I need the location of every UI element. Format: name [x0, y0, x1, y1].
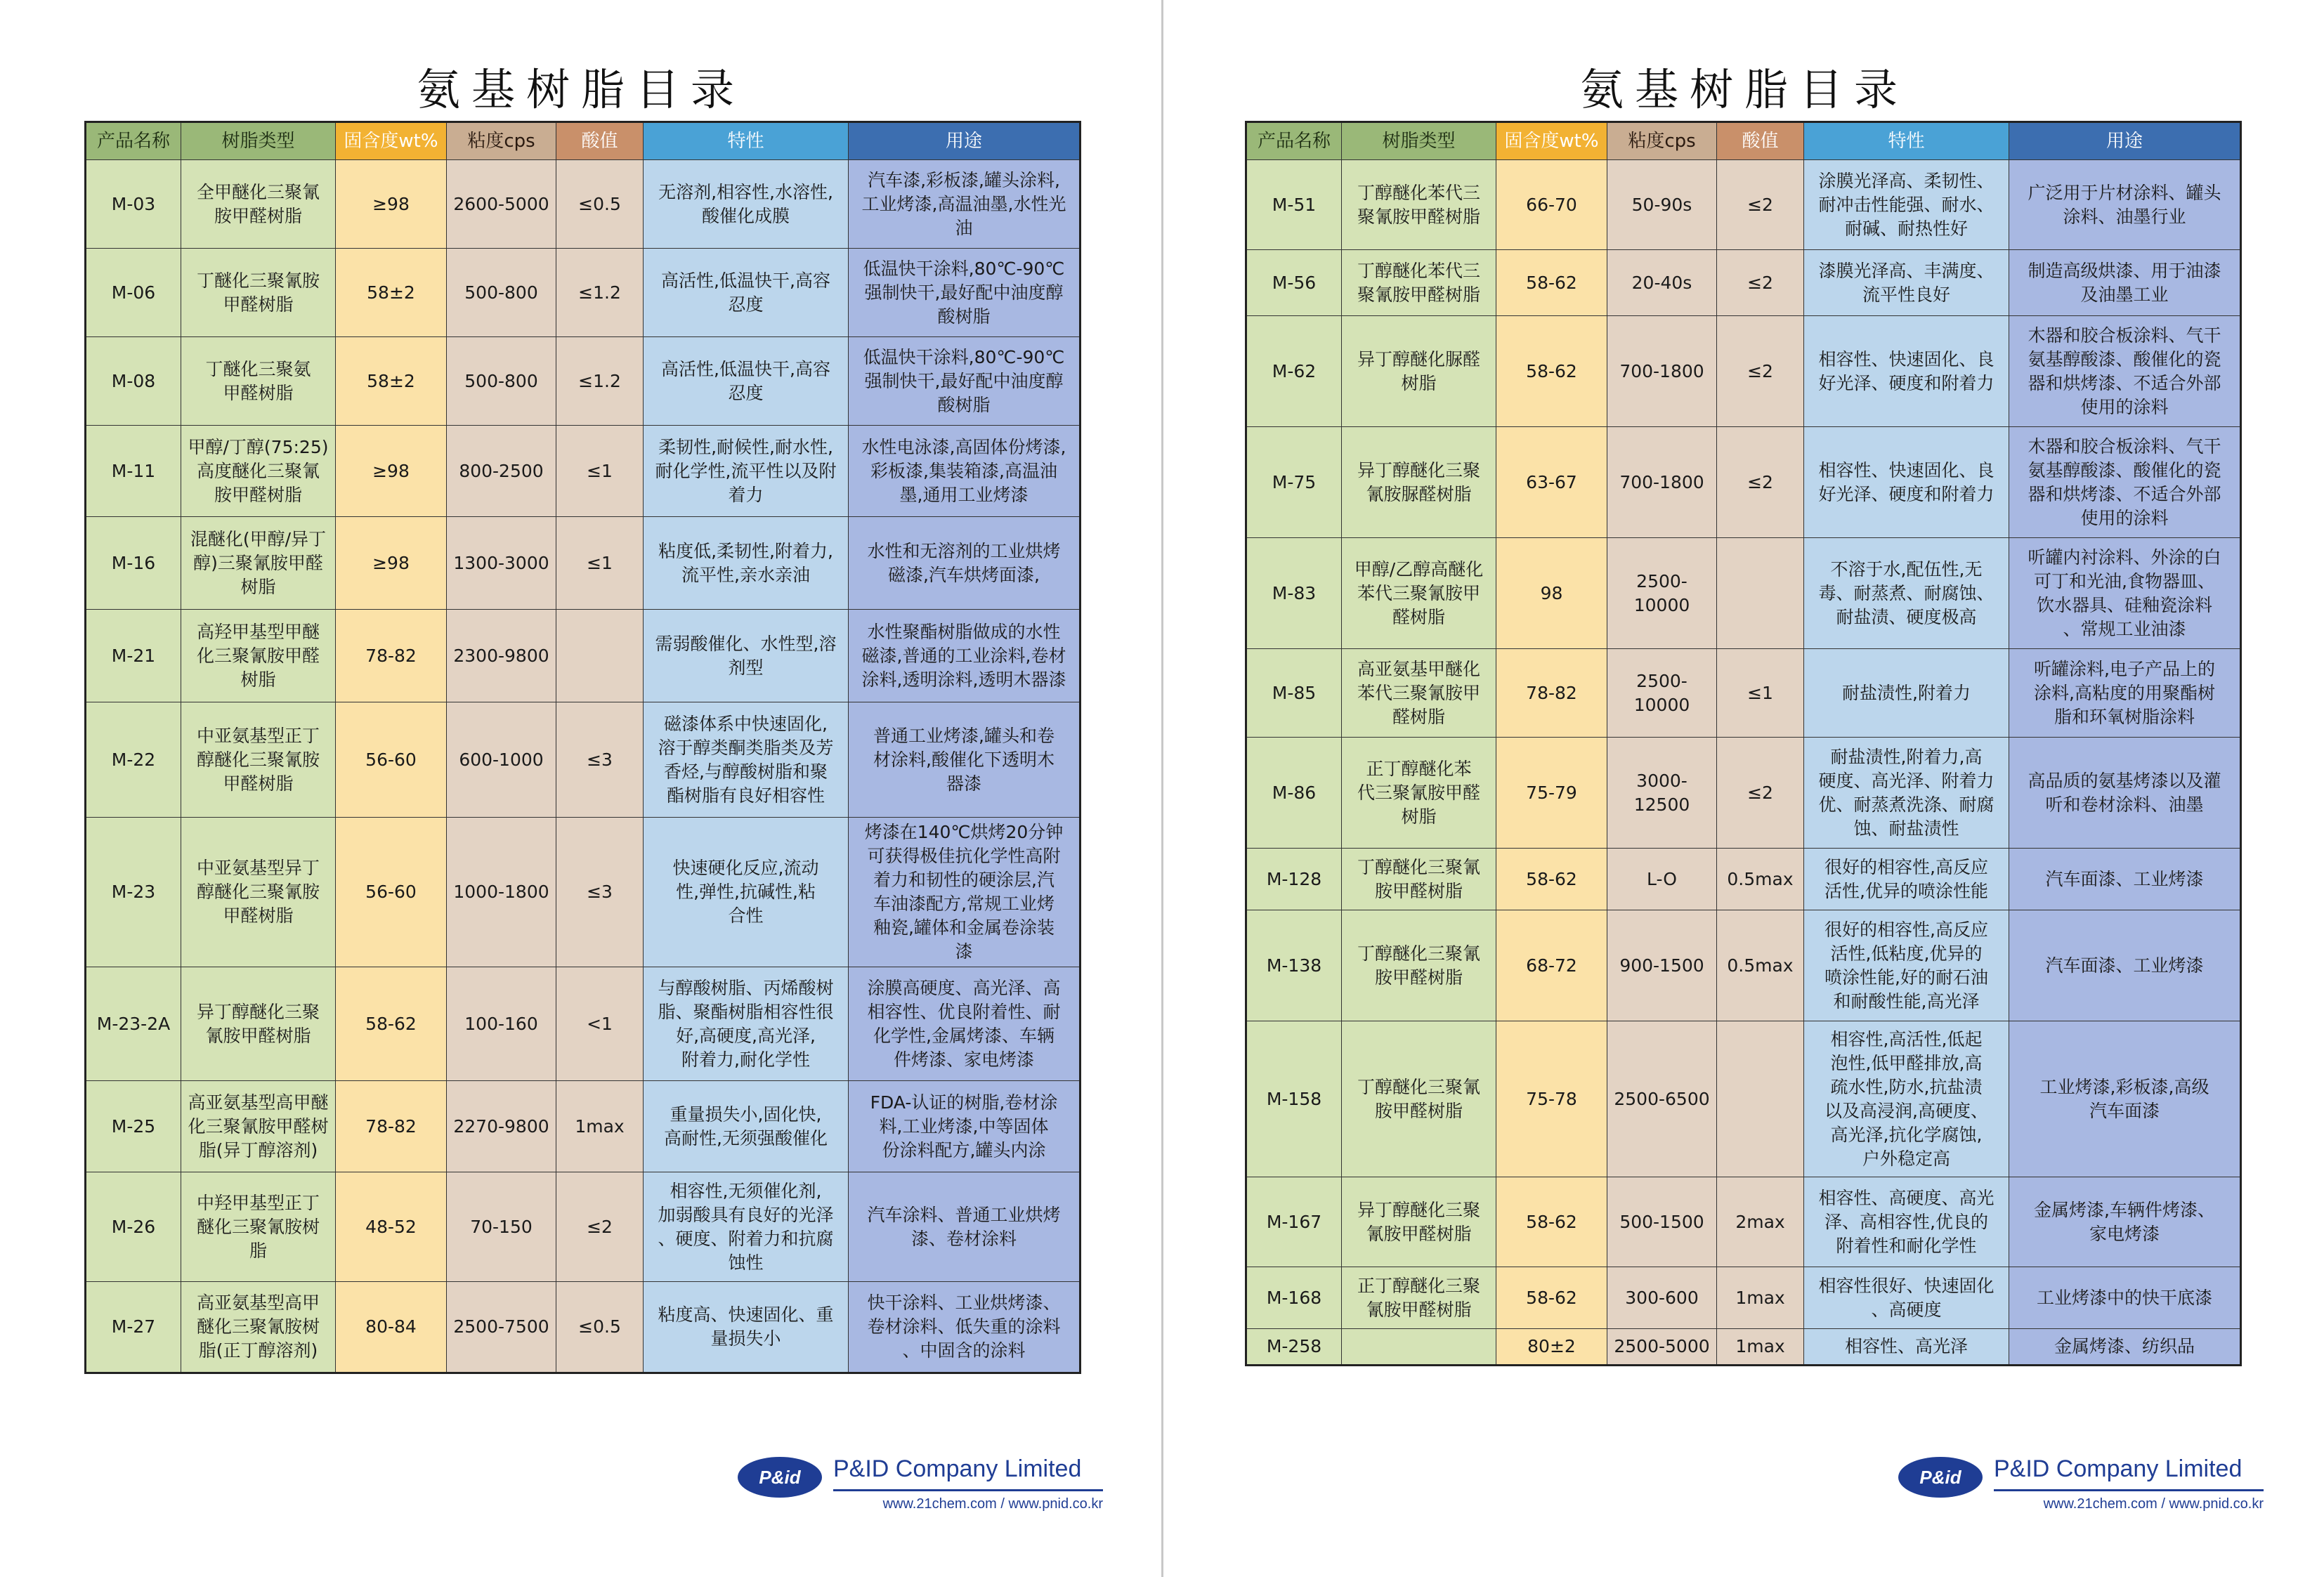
product-name-cell: M-168 — [1246, 1267, 1342, 1329]
acid-value-cell: ≤2 — [1717, 316, 1804, 427]
usage-cell: 金属烤漆、纺织品 — [2009, 1329, 2241, 1366]
features-cell: 与醇酸树脂、丙烯酸树 脂、聚酯树脂相容性很 好,高硬度,高光泽, 附着力,耐化学性 — [644, 967, 849, 1081]
viscosity-cell: 500-1500 — [1607, 1177, 1717, 1267]
table-row — [1246, 427, 2241, 538]
solid-content-cell: 75-78 — [1496, 1021, 1607, 1177]
usage-cell: 木器和胶合板涂料、气干 氨基醇酸漆、酸催化的瓷 器和烘烤漆、不适合外部 使用的涂料 — [2009, 427, 2241, 538]
table-row — [1246, 1329, 2241, 1366]
features-cell: 耐盐渍性,附着力 — [1804, 649, 2009, 738]
header-acid-value: 酸值 — [556, 122, 644, 160]
solid-content-cell: 78-82 — [336, 1081, 447, 1172]
table-row — [86, 249, 1081, 337]
solid-content-cell: 58-62 — [336, 967, 447, 1081]
product-name-cell: M-62 — [1246, 316, 1342, 427]
product-name-cell: M-06 — [86, 249, 181, 337]
viscosity-cell: 3000- 12500 — [1607, 738, 1717, 849]
header-row — [86, 122, 1081, 160]
page-title: 氨基树脂目录 — [1579, 64, 1909, 115]
viscosity-cell: 2500-6500 — [1607, 1021, 1717, 1177]
features-cell: 粘度低,柔韧性,附着力, 流平性,亲水亲油 — [644, 517, 849, 610]
features-cell: 柔韧性,耐候性,耐水性, 耐化学性,流平性以及附 着力 — [644, 426, 849, 517]
solid-content-cell: ≥98 — [336, 517, 447, 610]
acid-value-cell: ≤1.2 — [556, 249, 644, 337]
usage-cell: 快干涂料、工业烘烤漆、 卷材涂料、低失重的涂料 、中固含的涂料 — [849, 1282, 1081, 1373]
resin-type-cell: 丁醇醚化三聚氰 胺甲醛树脂 — [1342, 1021, 1496, 1177]
table-row — [86, 160, 1081, 249]
viscosity-cell: 1300-3000 — [447, 517, 556, 610]
solid-content-cell: 78-82 — [1496, 649, 1607, 738]
resin-type-cell: 丁醚化三聚氰胺 甲醛树脂 — [181, 249, 336, 337]
product-name-cell: M-128 — [1246, 849, 1342, 910]
usage-cell: 普通工业烤漆,罐头和卷 材涂料,酸催化下透明木 器漆 — [849, 702, 1081, 818]
resin-type-cell: 异丁醇醚化三聚 氰胺甲醛树脂 — [181, 967, 336, 1081]
resin-type-cell: 正丁醇醚化苯 代三聚氰胺甲醛 树脂 — [1342, 738, 1496, 849]
viscosity-cell: 2500-5000 — [1607, 1329, 1717, 1366]
table-row — [1246, 849, 2241, 910]
acid-value-cell: 1max — [556, 1081, 644, 1172]
acid-value-cell: ≤0.5 — [556, 160, 644, 249]
company-logo: P&id — [1898, 1457, 1983, 1498]
product-name-cell: M-158 — [1246, 1021, 1342, 1177]
viscosity-cell: 700-1800 — [1607, 316, 1717, 427]
table-row — [1246, 160, 2241, 250]
page-title: 氨基树脂目录 — [416, 64, 745, 115]
company-name: P&ID Company Limited — [833, 1455, 1082, 1482]
resin-type-cell: 中羟甲基型正丁 醚化三聚氰胺树 脂 — [181, 1172, 336, 1282]
resin-type-cell: 高亚氨基型高甲 醚化三聚氰胺树 脂(正丁醇溶剂) — [181, 1282, 336, 1373]
resin-type-cell: 全甲醚化三聚氰 胺甲醛树脂 — [181, 160, 336, 249]
acid-value-cell: ≤1.2 — [556, 337, 644, 426]
resin-type-cell: 丁醇醚化苯代三 聚氰胺甲醛树脂 — [1342, 250, 1496, 316]
header-usage: 用途 — [849, 122, 1081, 160]
resin-type-cell: 异丁醇醚化三聚 氰胺脲醛树脂 — [1342, 427, 1496, 538]
features-cell: 磁漆体系中快速固化, 溶于醇类酮类脂类及芳 香烃,与醇酸树脂和聚 酯树脂有良好相容性 — [644, 702, 849, 818]
resin-type-cell: 中亚氨基型异丁 醇醚化三聚氰胺 甲醛树脂 — [181, 818, 336, 967]
features-cell: 耐盐渍性,附着力,高 硬度、高光泽、附着力 优、耐蒸煮洗涤、耐腐 蚀、耐盐渍性 — [1804, 738, 2009, 849]
resin-type-cell: 混醚化(甲醇/异丁 醇)三聚氰胺甲醛 树脂 — [181, 517, 336, 610]
acid-value-cell: ≤3 — [556, 818, 644, 967]
usage-cell: 工业烤漆中的快干底漆 — [2009, 1267, 2241, 1329]
usage-cell: 工业烤漆,彩板漆,高级 汽车面漆 — [2009, 1021, 2241, 1177]
features-cell: 不溶于水,配伍性,无 毒、耐蒸煮、耐腐蚀、 耐盐渍、硬度极高 — [1804, 538, 2009, 649]
resin-type-cell: 高亚氨基型高甲醚 化三聚氰胺甲醛树 脂(异丁醇溶剂) — [181, 1081, 336, 1172]
header-solid-content: 固含度wt% — [1496, 122, 1607, 160]
footer-divider — [833, 1489, 1103, 1491]
table-row — [86, 337, 1081, 426]
resin-type-cell: 高羟甲基型甲醚 化三聚氰胺甲醛 树脂 — [181, 610, 336, 702]
viscosity-cell: 800-2500 — [447, 426, 556, 517]
acid-value-cell: ≤1 — [1717, 649, 1804, 738]
viscosity-cell: 300-600 — [1607, 1267, 1717, 1329]
solid-content-cell: 58-62 — [1496, 1177, 1607, 1267]
product-name-cell: M-27 — [86, 1282, 181, 1373]
table-row — [1246, 1021, 2241, 1177]
product-name-cell: M-138 — [1246, 910, 1342, 1021]
acid-value-cell — [1717, 1021, 1804, 1177]
acid-value-cell: ≤2 — [1717, 250, 1804, 316]
solid-content-cell: 63-67 — [1496, 427, 1607, 538]
features-cell: 相容性,高活性,低起 泡性,低甲醛排放,高 疏水性,防水,抗盐渍 以及高浸润,高硬度、 高光泽,抗化学腐蚀, 户外稳定高 — [1804, 1021, 2009, 1177]
solid-content-cell: 56-60 — [336, 702, 447, 818]
table-row — [1246, 1267, 2241, 1329]
product-name-cell: M-75 — [1246, 427, 1342, 538]
table-row — [86, 517, 1081, 610]
viscosity-cell: 700-1800 — [1607, 427, 1717, 538]
header-resin-type: 树脂类型 — [181, 122, 336, 160]
solid-content-cell: 98 — [1496, 538, 1607, 649]
solid-content-cell: 80±2 — [1496, 1329, 1607, 1366]
product-name-cell: M-23-2A — [86, 967, 181, 1081]
features-cell: 很好的相容性,高反应 活性,低粘度,优异的 喷涂性能,好的耐石油 和耐酸性能,高光泽 — [1804, 910, 2009, 1021]
right-page — [1163, 0, 2324, 1577]
resin-type-cell: 丁醇醚化三聚氰 胺甲醛树脂 — [1342, 849, 1496, 910]
solid-content-cell: 58±2 — [336, 249, 447, 337]
viscosity-cell: 1000-1800 — [447, 818, 556, 967]
company-footer — [738, 1451, 1103, 1522]
company-website: www.21chem.com / www.pnid.co.kr — [2043, 1496, 2264, 1512]
features-cell: 快速硬化反应,流动 性,弹性,抗碱性,粘 合性 — [644, 818, 849, 967]
solid-content-cell: 58-62 — [1496, 316, 1607, 427]
table-row — [1246, 649, 2241, 738]
usage-cell: 汽车涂料、普通工业烘烤 漆、卷材涂料 — [849, 1172, 1081, 1282]
usage-cell: 听罐内衬涂料、外涂的白 可丁和光油,食物器皿、 饮水器具、硅釉瓷涂料 、常规工业油漆 — [2009, 538, 2241, 649]
usage-cell: 金属烤漆,车辆件烤漆、 家电烤漆 — [2009, 1177, 2241, 1267]
viscosity-cell: 2300-9800 — [447, 610, 556, 702]
table-row — [86, 702, 1081, 818]
viscosity-cell: 500-800 — [447, 249, 556, 337]
features-cell: 相容性、高硬度、高光 泽、高相容性,优良的 附着性和耐化学性 — [1804, 1177, 2009, 1267]
features-cell: 相容性,无须催化剂, 加弱酸具有良好的光泽 、硬度、附着力和抗腐 蚀性 — [644, 1172, 849, 1282]
acid-value-cell: 0.5max — [1717, 910, 1804, 1021]
resin-catalog-table — [1245, 121, 2242, 1366]
viscosity-cell: 20-40s — [1607, 250, 1717, 316]
solid-content-cell: 58-62 — [1496, 250, 1607, 316]
features-cell: 相容性、快速固化、良 好光泽、硬度和附着力 — [1804, 316, 2009, 427]
table-row — [86, 818, 1081, 967]
resin-type-cell: 甲醇/丁醇(75:25) 高度醚化三聚氰 胺甲醛树脂 — [181, 426, 336, 517]
table-row — [86, 610, 1081, 702]
company-footer — [1898, 1451, 2264, 1522]
table-row — [1246, 738, 2241, 849]
solid-content-cell: 68-72 — [1496, 910, 1607, 1021]
usage-cell: FDA-认证的树脂,卷材涂 料,工业烤漆,中等固体 份涂料配方,罐头内涂 — [849, 1081, 1081, 1172]
solid-content-cell: 58±2 — [336, 337, 447, 426]
usage-cell: 汽车面漆、工业烤漆 — [2009, 849, 2241, 910]
header-acid-value: 酸值 — [1717, 122, 1804, 160]
acid-value-cell: ≤1 — [556, 426, 644, 517]
product-name-cell: M-03 — [86, 160, 181, 249]
table-row — [86, 1172, 1081, 1282]
product-name-cell: M-26 — [86, 1172, 181, 1282]
usage-cell: 汽车面漆、工业烤漆 — [2009, 910, 2241, 1021]
viscosity-cell: 50-90s — [1607, 160, 1717, 250]
product-name-cell: M-21 — [86, 610, 181, 702]
product-name-cell: M-56 — [1246, 250, 1342, 316]
features-cell: 重量损失小,固化快, 高耐性,无须强酸催化 — [644, 1081, 849, 1172]
solid-content-cell: ≥98 — [336, 160, 447, 249]
company-logo: P&id — [738, 1457, 822, 1498]
table-body — [86, 160, 1081, 1373]
features-cell: 粘度高、快速固化、重 量损失小 — [644, 1282, 849, 1373]
viscosity-cell: L-O — [1607, 849, 1717, 910]
header-viscosity: 粘度cps — [1607, 122, 1717, 160]
header-product-name: 产品名称 — [86, 122, 181, 160]
solid-content-cell: 78-82 — [336, 610, 447, 702]
viscosity-cell: 2600-5000 — [447, 160, 556, 249]
viscosity-cell: 100-160 — [447, 967, 556, 1081]
product-name-cell: M-85 — [1246, 649, 1342, 738]
resin-type-cell: 丁醇醚化三聚氰 胺甲醛树脂 — [1342, 910, 1496, 1021]
resin-type-cell: 丁醇醚化苯代三 聚氰胺甲醛树脂 — [1342, 160, 1496, 250]
usage-cell: 木器和胶合板涂料、气干 氨基醇酸漆、酸催化的瓷 器和烘烤漆、不适合外部 使用的涂料 — [2009, 316, 2241, 427]
solid-content-cell: 75-79 — [1496, 738, 1607, 849]
company-name: P&ID Company Limited — [1994, 1455, 2243, 1482]
solid-content-cell: 48-52 — [336, 1172, 447, 1282]
usage-cell: 低温快干涂料,80℃-90℃ 强制快干,最好配中油度醇 酸树脂 — [849, 337, 1081, 426]
solid-content-cell: ≥98 — [336, 426, 447, 517]
viscosity-cell: 600-1000 — [447, 702, 556, 818]
product-name-cell: M-258 — [1246, 1329, 1342, 1366]
header-resin-type: 树脂类型 — [1342, 122, 1496, 160]
product-name-cell: M-51 — [1246, 160, 1342, 250]
features-cell: 很好的相容性,高反应 活性,优异的喷涂性能 — [1804, 849, 2009, 910]
product-name-cell: M-08 — [86, 337, 181, 426]
header-solid-content: 固含度wt% — [336, 122, 447, 160]
header-usage: 用途 — [2009, 122, 2241, 160]
company-website: www.21chem.com / www.pnid.co.kr — [882, 1496, 1103, 1512]
table-row — [86, 1282, 1081, 1373]
acid-value-cell — [1717, 538, 1804, 649]
features-cell: 相容性、高光泽 — [1804, 1329, 2009, 1366]
usage-cell: 高品质的氨基烤漆以及灌 听和卷材涂料、油墨 — [2009, 738, 2241, 849]
table-row — [86, 426, 1081, 517]
header-features: 特性 — [1804, 122, 2009, 160]
acid-value-cell: 1max — [1717, 1267, 1804, 1329]
features-cell: 需弱酸催化、水性型,溶 剂型 — [644, 610, 849, 702]
table-row — [1246, 316, 2241, 427]
resin-type-cell: 甲醇/乙醇高醚化 苯代三聚氰胺甲 醛树脂 — [1342, 538, 1496, 649]
header-row — [1246, 122, 2241, 160]
viscosity-cell: 2500- 10000 — [1607, 538, 1717, 649]
resin-type-cell — [1342, 1329, 1496, 1366]
resin-type-cell: 异丁醇醚化三聚 氰胺甲醛树脂 — [1342, 1177, 1496, 1267]
acid-value-cell: 1max — [1717, 1329, 1804, 1366]
usage-cell: 烤漆在140℃烘烤20分钟 可获得极佳抗化学性高附 着力和韧性的硬涂层,汽 车油漆配方,常规工业烤 釉瓷,罐体和金属卷涂装 漆 — [849, 818, 1081, 967]
resin-type-cell: 高亚氨基甲醚化 苯代三聚氰胺甲 醛树脂 — [1342, 649, 1496, 738]
solid-content-cell: 56-60 — [336, 818, 447, 967]
resin-type-cell: 正丁醇醚化三聚 氰胺甲醛树脂 — [1342, 1267, 1496, 1329]
features-cell: 高活性,低温快干,高容 忍度 — [644, 337, 849, 426]
product-name-cell: M-167 — [1246, 1177, 1342, 1267]
solid-content-cell: 58-62 — [1496, 849, 1607, 910]
table-body — [1246, 160, 2241, 1366]
usage-cell: 听罐涂料,电子产品上的 涂料,高粘度的用聚酯树 脂和环氧树脂涂料 — [2009, 649, 2241, 738]
acid-value-cell: ≤3 — [556, 702, 644, 818]
features-cell: 涂膜光泽高、柔韧性、 耐冲击性能强、耐水、 耐碱、耐热性好 — [1804, 160, 2009, 250]
acid-value-cell: ≤0.5 — [556, 1282, 644, 1373]
acid-value-cell: ≤1 — [556, 517, 644, 610]
resin-type-cell: 异丁醇醚化脲醛 树脂 — [1342, 316, 1496, 427]
product-name-cell: M-25 — [86, 1081, 181, 1172]
usage-cell: 水性和无溶剂的工业烘烤 磁漆,汽车烘烤面漆, — [849, 517, 1081, 610]
table-row — [1246, 538, 2241, 649]
product-name-cell: M-23 — [86, 818, 181, 967]
product-name-cell: M-86 — [1246, 738, 1342, 849]
features-cell: 高活性,低温快干,高容 忍度 — [644, 249, 849, 337]
viscosity-cell: 2500- 10000 — [1607, 649, 1717, 738]
table-row — [1246, 250, 2241, 316]
table-row — [86, 967, 1081, 1081]
footer-divider — [1994, 1489, 2264, 1491]
acid-value-cell: ≤2 — [1717, 427, 1804, 538]
header-viscosity: 粘度cps — [447, 122, 556, 160]
viscosity-cell: 2270-9800 — [447, 1081, 556, 1172]
features-cell: 相容性、快速固化、良 好光泽、硬度和附着力 — [1804, 427, 2009, 538]
features-cell: 相容性很好、快速固化 、高硬度 — [1804, 1267, 2009, 1329]
acid-value-cell: 2max — [1717, 1177, 1804, 1267]
usage-cell: 涂膜高硬度、高光泽、高 相容性、优良附着性、耐 化学性,金属烤漆、车辆 件烤漆、家电烤漆 — [849, 967, 1081, 1081]
product-name-cell: M-16 — [86, 517, 181, 610]
header-features: 特性 — [644, 122, 849, 160]
usage-cell: 广泛用于片材涂料、罐头 涂料、油墨行业 — [2009, 160, 2241, 250]
solid-content-cell: 58-62 — [1496, 1267, 1607, 1329]
acid-value-cell — [556, 610, 644, 702]
resin-type-cell: 中亚氨基型正丁 醇醚化三聚氰胺 甲醛树脂 — [181, 702, 336, 818]
resin-type-cell: 丁醚化三聚氨 甲醛树脂 — [181, 337, 336, 426]
table-row — [1246, 1177, 2241, 1267]
resin-catalog-table — [84, 121, 1081, 1374]
usage-cell: 水性聚酯树脂做成的水性 磁漆,普通的工业涂料,卷材 涂料,透明涂料,透明木器漆 — [849, 610, 1081, 702]
acid-value-cell: ≤2 — [556, 1172, 644, 1282]
solid-content-cell: 80-84 — [336, 1282, 447, 1373]
solid-content-cell: 66-70 — [1496, 160, 1607, 250]
acid-value-cell: ≤2 — [1717, 160, 1804, 250]
acid-value-cell: 0.5max — [1717, 849, 1804, 910]
acid-value-cell: <1 — [556, 967, 644, 1081]
usage-cell: 低温快干涂料,80℃-90℃ 强制快干,最好配中油度醇 酸树脂 — [849, 249, 1081, 337]
viscosity-cell: 70-150 — [447, 1172, 556, 1282]
header-product-name: 产品名称 — [1246, 122, 1342, 160]
product-name-cell: M-22 — [86, 702, 181, 818]
product-name-cell: M-11 — [86, 426, 181, 517]
usage-cell: 制造高级烘漆、用于油漆 及油墨工业 — [2009, 250, 2241, 316]
acid-value-cell: ≤2 — [1717, 738, 1804, 849]
viscosity-cell: 500-800 — [447, 337, 556, 426]
viscosity-cell: 900-1500 — [1607, 910, 1717, 1021]
usage-cell: 汽车漆,彩板漆,罐头涂料, 工业烤漆,高温油墨,水性光 油 — [849, 160, 1081, 249]
table-row — [1246, 910, 2241, 1021]
product-name-cell: M-83 — [1246, 538, 1342, 649]
features-cell: 漆膜光泽高、丰满度、 流平性良好 — [1804, 250, 2009, 316]
table-row — [86, 1081, 1081, 1172]
usage-cell: 水性电泳漆,高固体份烤漆, 彩板漆,集装箱漆,高温油 墨,通用工业烤漆 — [849, 426, 1081, 517]
viscosity-cell: 2500-7500 — [447, 1282, 556, 1373]
features-cell: 无溶剂,相容性,水溶性, 酸催化成膜 — [644, 160, 849, 249]
